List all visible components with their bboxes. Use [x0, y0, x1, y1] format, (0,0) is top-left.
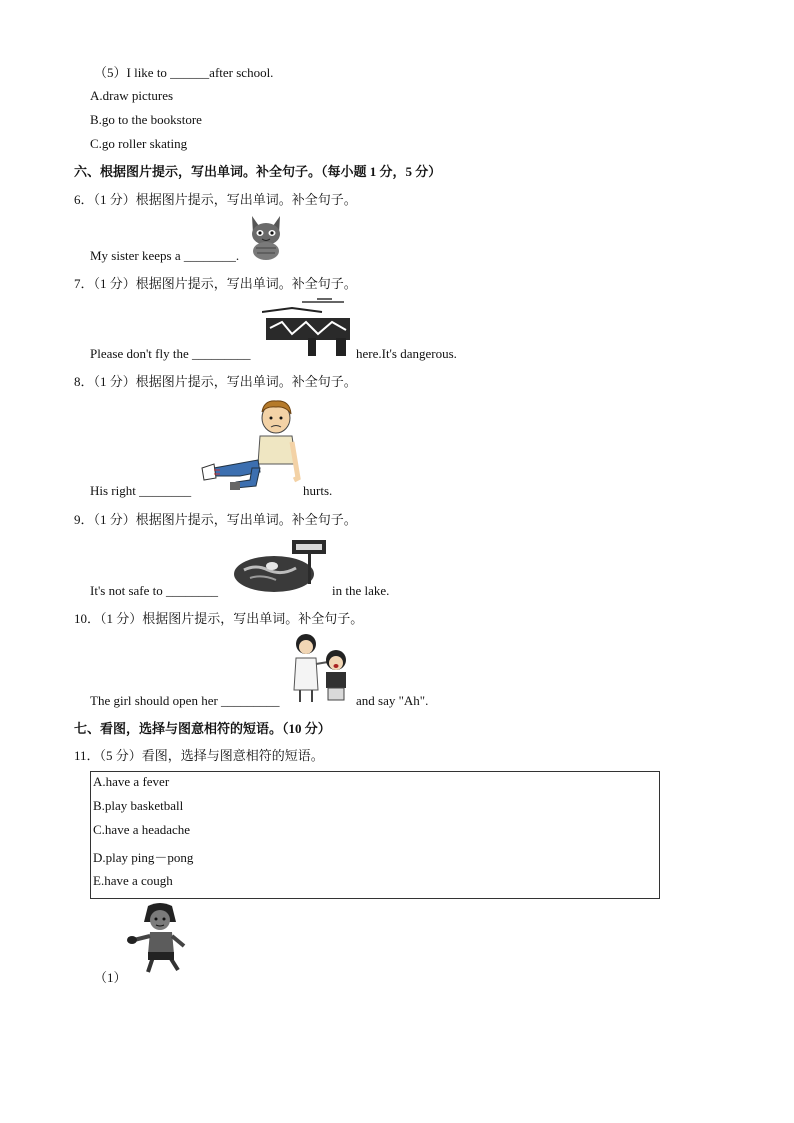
section-7-heading: 七、看图，选择与图意相符的短语。（10 分） [74, 721, 331, 736]
phrase-option-d: D.play ping－pong [93, 850, 194, 865]
q10-sentence-before: The girl should open her _________ [90, 693, 280, 708]
q5-option-a: A.draw pictures [90, 88, 174, 103]
q7-sentence-after: here.It's dangerous. [356, 346, 457, 361]
phrase-option-e: E.have a cough [93, 873, 173, 888]
phrase-option-a: A.have a fever [93, 774, 170, 789]
q6-sentence: My sister keeps a ________. [90, 248, 240, 263]
girl-ping-pong-picture [126, 902, 192, 978]
cat-picture [246, 212, 286, 260]
q11-item-1-label: （1） [94, 970, 127, 985]
q9-sentence-before: It's not safe to ________ [90, 583, 218, 598]
q7-sentence-before: Please don't fly the _________ [90, 346, 251, 361]
q7-label: 7．（1 分）根据图片提示，写出单词。补全句子。 [74, 276, 357, 291]
boy-hurt-foot-picture [200, 398, 302, 494]
doctor-girl-picture [292, 632, 354, 704]
q6-label: 6．（1 分）根据图片提示，写出单词。补全句子。 [74, 192, 357, 207]
q9-sentence-after: in the lake. [332, 583, 390, 598]
lake-sign-picture [232, 536, 330, 596]
phrase-option-b: B.play basketball [93, 798, 184, 813]
q5-option-b: B.go to the bookstore [90, 112, 202, 127]
q8-sentence-after: hurts. [303, 483, 333, 498]
section-6-heading: 六、根据图片提示，写出单词。补全句子。（每小题 1 分，5 分） [74, 164, 442, 179]
kite-picture [262, 298, 354, 358]
phrase-option-c: C.have a headache [93, 822, 191, 837]
q9-label: 9．（1 分）根据图片提示，写出单词。补全句子。 [74, 512, 357, 527]
q5-stem: （5）I like to ______after school. [94, 65, 274, 80]
q8-sentence-before: His right ________ [90, 483, 192, 498]
q11-label: 11．（5 分）看图，选择与图意相符的短语。 [74, 748, 324, 763]
q10-label: 10．（1 分）根据图片提示，写出单词。补全句子。 [74, 611, 364, 626]
q10-sentence-after: and say "Ah". [356, 693, 429, 708]
q5-option-c: C.go roller skating [90, 136, 188, 151]
q8-label: 8．（1 分）根据图片提示，写出单词。补全句子。 [74, 374, 357, 389]
